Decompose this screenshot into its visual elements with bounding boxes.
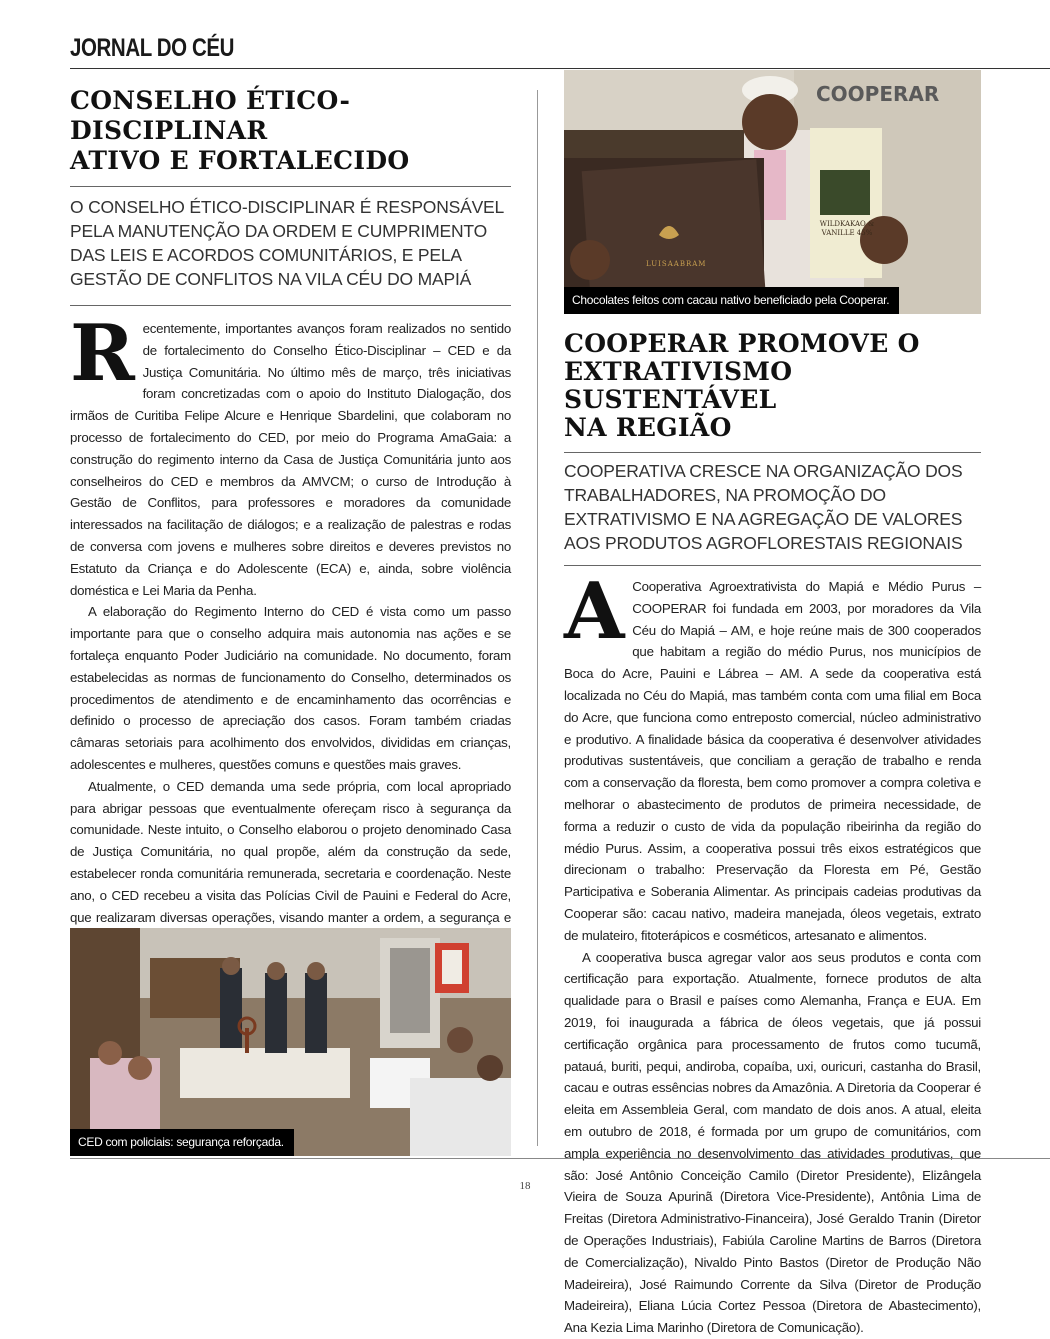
masthead: JORNAL DO CÉU [70,34,235,62]
right-dropcap: A [564,566,625,657]
left-headline-rule [70,186,511,187]
right-headline-line2: EXTRATIVISMO SUSTENTÁVEL [564,357,793,414]
right-subhead: COOPERATIVA CRESCE NA ORGANIZAÇÃO DOS TRABALHADORES, NA PROMOÇÃO DO EXTRATIVISMO E NA AGREGAÇÃO DE VALORES AOS PRODUTOS AGROFLORESTAIS REGIONAIS [564,461,963,553]
footer-rule [70,1158,1050,1159]
left-headline-line1: CONSELHO ÉTICO-DISCIPLINAR [70,86,351,145]
right-headline-line1: COOPERAR PROMOVE O [564,329,920,358]
left-paragraph-1: ecentemente, importantes avanços foram realizados no sentido de fortalecimento do Conselho Ético-Disciplinar – CED e da Justiça Comunitária. No último mês de março, três iniciativas foram concretizadas com o apoio do Instituto Dialogação, dos irmãos de Curitiba Felipe Alcure e Henrique Sbardelini, que colaboram no processo de fortalecimento do CED, por meio do Programa AmaGaia: a construção do regimento interno da Casa de Justiça Comunitária junto aos conselheiros do CED e membros da AMVCM; o curso de Introdução à Gestão de Conflitos, para professores e moradores da comunidade interessados na facilitação de diálogos; e a realização de palestras e rodas de conversa com jovens e mulheres sobre direitos e deveres previstos no Estatuto da Criança e do Adolescente (ECA) e, ainda, sobre violência doméstica e Lei Maria da Penha. [70,321,511,598]
ced-police-photo [70,928,511,1156]
right-paragraph-1: Cooperativa Agroextrativista do Mapiá e Médio Purus – COOPERAR foi fundada em 2003, por moradores da Vila Céu do Mapiá – AM, e hoje reúne mais de 300 cooperados que habitam a região do médio Purus, nos municípios de Boca do Acre, Pauini e Lábrea – AM. A sede da cooperativa está localizada no Céu do Mapiá, mas também conta com uma filial em Boca do Acre, que funciona como entreposto comercial, núcleo administrativo e produtivo. A finalidade básica da cooperativa é desenvolver atividades produtivas sustentáveis, que conciliam a geração de trabalho e renda com a conservação da floresta, bem como promover a compra coletiva e melhorar o abastecimento de produtos de primeira necessidade, de forma a reduzir o custo de vida da população ribeirinha da região do médio Purus. Assim, a cooperativa possui três eixos estratégicos que direcionam o trabalho: Preservação da Floresta em Pé, Gestão Participativa e Soberania Alimentar. As principais cadeias produtivas da Cooperar são: cacau nativo, madeira manejada, óleos vegetais, extrato de mulateiro, fitoterápicos e cosméticos, artesanato e alimentos. [564,579,981,943]
right-headline-rule [564,452,981,453]
right-headline-line3: NA REGIÃO [564,413,732,442]
cooperar-sign: COOPERAR [816,82,940,106]
page-number: 18 [519,1180,531,1192]
masthead-rule [70,68,1050,69]
ced-police-photo-caption: CED com policiais: segurança reforçada. [70,1129,294,1156]
left-headline-line2: ATIVO E FORTALECIDO [70,146,410,175]
left-paragraph-2: A elaboração do Regimento Interno do CED é vista como um passo importante para que o conselho adquira mais autonomia nas ações e se fortaleça enquanto Poder Judiciário na comunidade. No documento, foram estabelecidas as normas de funcionamento do Conselho, determinados os procedimentos de atendimento e de encaminhamento das ocorrências e definido o processo de apreciação dos casos. Foram também criadas câmaras setoriais para acolhimento dos envolvidos, divididas em crianças, adolescentes e mulheres, questões comuns e questões mais graves. [70,604,511,772]
right-body [564,566,981,1339]
column-divider [537,90,538,1146]
chocolate-bar-label: WILDKAKAO & VANILLE 45% [819,220,875,237]
left-dropcap: R [70,308,135,399]
left-subhead-rule [70,305,511,306]
ced-police-photo-illustration [70,928,511,1156]
chocolate-photo-caption: Chocolates feitos com cacau nativo beneficiado pela Cooperar. [564,287,899,314]
right-headline [564,330,981,442]
right-subhead-rule [564,565,981,566]
right-paragraph-2: A cooperativa busca agregar valor aos seus produtos e conta com certificação para exportação. Atualmente, fornece produtos de alta qualidade para o Brasil e países como Alemanha, França e EUA. Em 2019, foi inaugurada a fábrica de óleos vegetais, que já possui certificação orgânica para processamento de frutos como tucumã, patauá, buriti, pequi, andiroba, copaíba, uxi, ouricuri, castanha do Brasil, cacau e outras essências nobres da Amazônia. A Diretoria da Cooperar é eleita em Assembleia Geral, com mandato de dois anos. A atual, eleita em outubro de 2018, é formada por um grupo de comunitários, com ampla experiência no desenvolvimento das atividades produtivas, que são: José Antônio Conceição Camilo (Diretor Presidente), Elizângela Vieira de Souza Apurinã (Diretora Vice-Presidente), Antônia Lima de Freitas (Diretora Administrativo-Financeira), José Geraldo Tranin (Diretor de Operações Industriais), Fabiúla Caroline Martins de Barros (Diretora de Comercialização), Nivaldo Pinto Bastos (Diretor de Produção Não Madeireira), José Raimundo Corrente da Silva (Diretor de Produção Madeireira), Eliana Lúcia Cortez Pessoa (Diretora de Abastecimento), Ana Kezia Lima Marinho (Diretora de Comunicação). [564,949,981,1336]
chocolate-box-brand: LUISAABRAM [646,260,707,268]
cooperar-chocolate-photo [564,70,981,314]
left-headline [70,86,511,176]
chocolate-photo-illustration [564,70,981,314]
left-subhead: O CONSELHO ÉTICO-DISCIPLINAR É RESPONSÁVEL PELA MANUTENÇÃO DA ORDEM E CUMPRIMENTO DAS LEIS E ACORDOS COMUNITÁRIOS, E PELA GESTÃO DE CONFLITOS NA VILA CÉU DO MAPIÁ [70,197,504,289]
left-paragraph-3: Atualmente, o CED demanda uma sede própria, com local apropriado para abrigar pessoas que eventualmente ofereçam risco à segurança da comunidade. Neste intuito, o Conselho elaborou o projeto denominado Casa de Justiça Comunitária, no qual propõe, além da construção da sede, estabelecer ronda comunitária remunerada, secretaria e coordenação. Neste ano, o CED recebeu a visita das Polícias Civil de Pauini e Federal do Acre, que realizaram diversas operações, visando manter a ordem, a segurança e [70,778,511,925]
